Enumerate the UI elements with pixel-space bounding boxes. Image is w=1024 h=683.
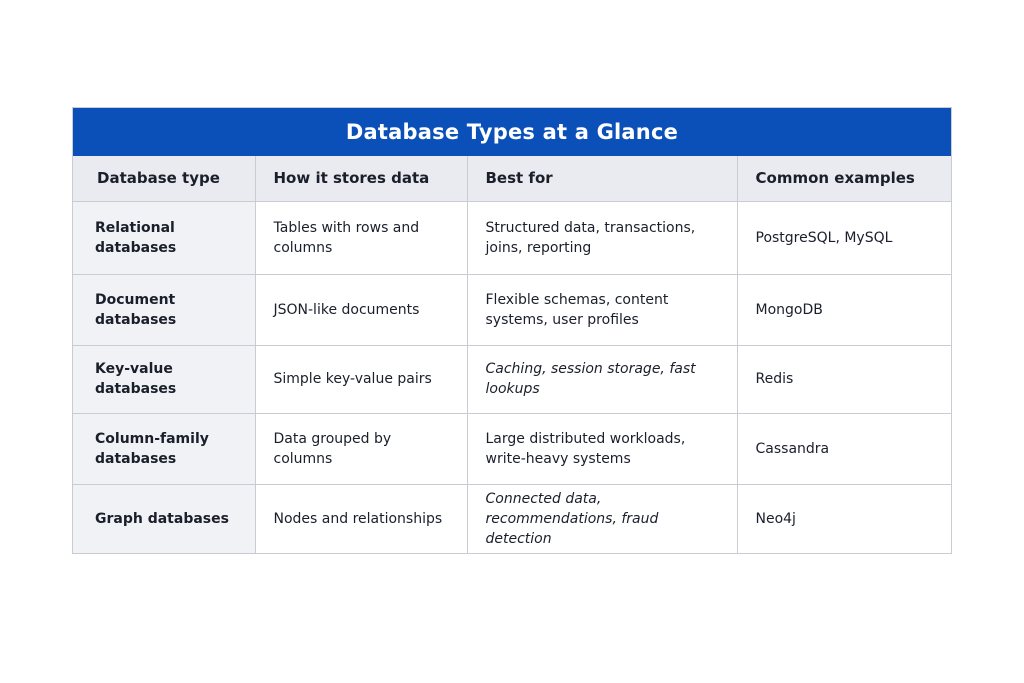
best-for-cell: Flexible schemas, content systems, user profiles: [467, 274, 737, 345]
type-cell: Column-family databases: [73, 413, 255, 484]
storage-cell: Simple key-value pairs: [255, 345, 467, 413]
best-for-cell: Caching, session storage, fast lookups: [467, 345, 737, 413]
table-title: Database Types at a Glance: [73, 108, 951, 156]
best-for-cell: Connected data, recommendations, fraud detection: [467, 484, 737, 553]
examples-cell: Cassandra: [737, 413, 951, 484]
header-row: [73, 156, 951, 201]
examples-cell: Neo4j: [755, 510, 796, 527]
table-row: [73, 201, 951, 274]
comparison-table: [73, 156, 951, 553]
header-database-type: Database type: [73, 156, 255, 201]
storage-cell: Nodes and relationships: [255, 484, 467, 553]
type-cell: Key-value databases: [73, 345, 255, 413]
storage-cell: Tables with rows and columns: [255, 201, 467, 274]
storage-cell: Data grouped by columns: [255, 413, 467, 484]
best-for-cell: Large distributed workloads, write-heavy systems: [467, 413, 737, 484]
database-types-table: [72, 107, 952, 554]
storage-cell: JSON-like documents: [255, 274, 467, 345]
header-examples: Common examples: [737, 156, 951, 201]
best-for-cell: Structured data, transactions, joins, reporting: [467, 201, 737, 274]
header-storage: How it stores data: [255, 156, 467, 201]
type-cell: Document databases: [73, 274, 255, 345]
table-row: [73, 413, 951, 484]
table-row: [73, 274, 951, 345]
header-best-for: Best for: [467, 156, 737, 201]
examples-cell: Redis: [737, 345, 951, 413]
examples-cell: MongoDB: [737, 274, 951, 345]
type-cell: Relational databases: [73, 201, 255, 274]
type-cell: Graph databases: [73, 484, 255, 553]
table-row: [73, 345, 951, 413]
table-row: [73, 484, 951, 553]
examples-cell: PostgreSQL, MySQL: [737, 201, 951, 274]
